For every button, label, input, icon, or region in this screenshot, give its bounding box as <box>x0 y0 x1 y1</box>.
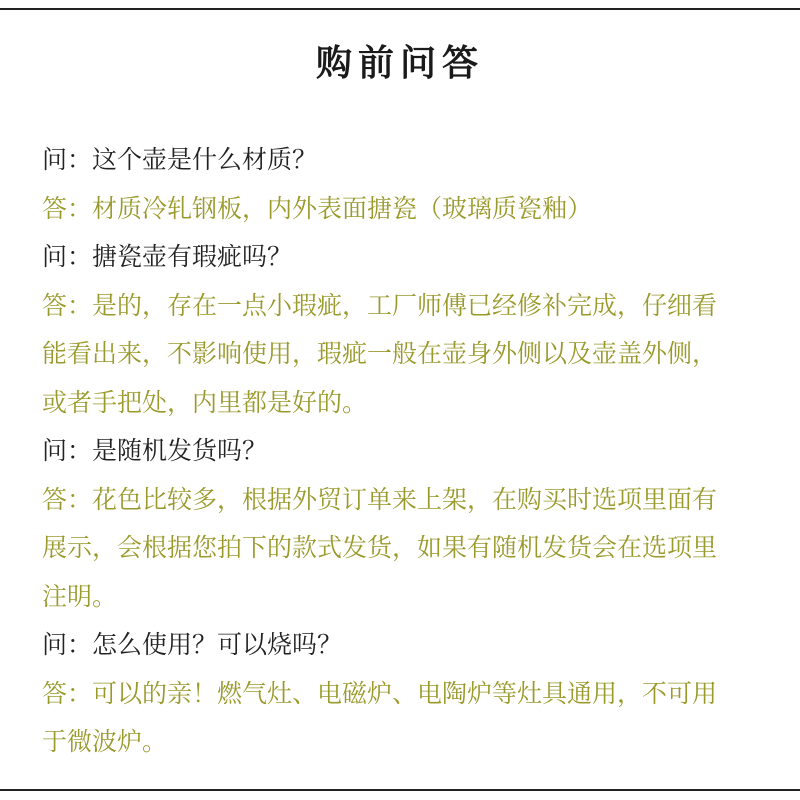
answer-1-line-1: 答：材质冷轧钢板，内外表面搪瓷（玻璃质瓷釉） <box>42 193 593 223</box>
answer-4-line-2: 于微波炉。 <box>42 727 168 756</box>
answer-2-line-2: 能看出来，不影响使用，瑕疵一般在壶身外侧以及壶盖外侧， <box>42 339 718 368</box>
answer-2-line-3: 或者手把处，内里都是好的。 <box>42 387 368 417</box>
answer-3-line-3: 注明。 <box>42 581 118 611</box>
answer-3-line-1: 答：花色比较多，根据外贸订单来上架，在购买时选项里面有 <box>42 484 718 514</box>
question-3: 问：是随机发货吗？ <box>42 436 268 465</box>
question-1: 问：这个壶是什么材质？ <box>42 145 318 174</box>
question-4: 问：怎么使用？可以烧吗？ <box>42 630 343 659</box>
bottom-border-rule <box>0 789 800 791</box>
answer-3-line-2: 展示，会根据您拍下的款式发货，如果有随机发货会在选项里 <box>42 533 718 562</box>
page-title: 购前问答 <box>315 43 484 84</box>
qa-list <box>42 136 790 767</box>
question-2: 问：搪瓷壶有瑕疵吗？ <box>42 242 293 271</box>
answer-4-line-1: 答：可以的亲！燃气灶、电磁炉、电陶炉等灶具通用，不可用 <box>42 678 718 708</box>
top-border-rule <box>0 8 800 10</box>
answer-2-line-1: 答：是的，存在一点小瑕疵，工厂师傅已经修补完成，仔细看 <box>42 290 718 320</box>
